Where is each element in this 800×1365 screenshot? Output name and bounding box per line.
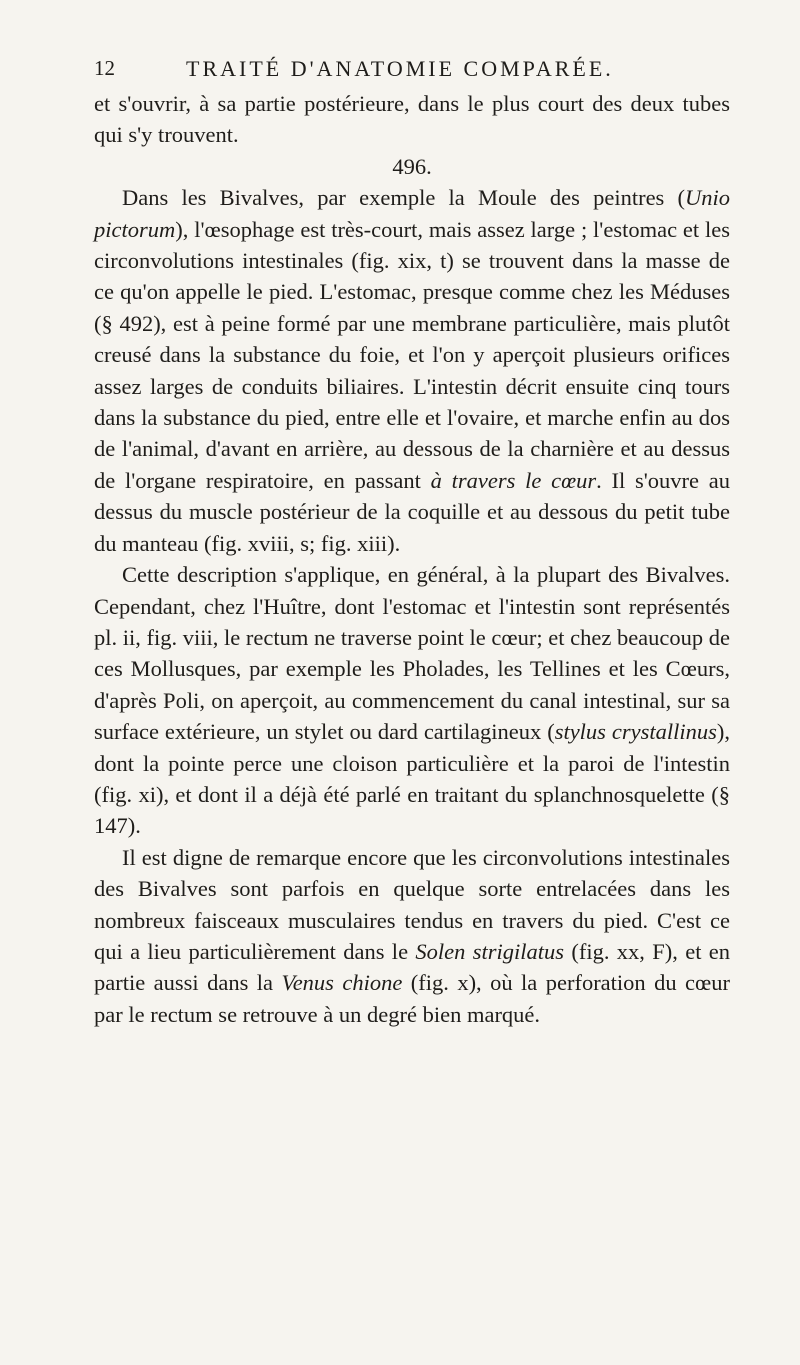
- paragraph-text: et s'ouvrir, à sa partie postérieure, dans le plus court des deux tubes qui s'y trouvent.: [94, 91, 730, 148]
- paragraph-description: [94, 559, 730, 842]
- species-name: Unio pictorum: [94, 185, 730, 242]
- paragraph-text: Cette description s'applique, en général, à la plupart des Bivalves. Cependant, chez l'Huître, dont l'estomac et l'intestin sont représentés pl. ii, fig. viii, le rectum ne traverse point le cœur; et chez beaucoup de ces Mollusques, par exemple les Pholades, les Tellines et les Cœurs, d'après Poli, on aperçoit, au commencement du canal intestinal, sur sa surface extérieure, un stylet ou dard cartilagineux (: [94, 562, 731, 745]
- running-head: TRAITÉ D'ANATOMIE COMPARÉE.: [186, 56, 614, 81]
- paragraph-text: Dans les Bivalves, par exemple la Moule des peintres (: [122, 185, 685, 211]
- paragraph-remark: [94, 842, 730, 1030]
- page-header: [94, 48, 730, 88]
- body-text: [94, 88, 730, 1030]
- paragraph-text: (fig. x), où la perforation du cœur par le rectum se retrouve à un degré bien marqué.: [94, 970, 731, 1027]
- paragraph-text: ), l'œsophage est très-court, mais assez large ; l'estomac et les circonvolutions intestinales (fig. xix, t) se trouvent dans la masse de ce qu'on appelle le pied. L'estomac, presque comme chez les Méduses (§ 492), est à peine formé par une membrane particulière, mais plutôt creusé dans la substance du foie, et l'on y aperçoit plusieurs orifices assez larges de conduits biliaires. L'intestin décrit ensuite cinq tours dans la substance du pied, entre elle et l'ovaire, et marche enfin au dos de l'animal, d'avant en arrière, au dessous de la charnière et au dessus de l'organe respiratoire, en passant: [94, 216, 730, 493]
- species-name: Venus chione: [281, 970, 403, 996]
- paragraph-text: Il est digne de remarque encore que les circonvolutions intestinales des Bivalves sont parfois en quelque sorte entrelacées dans les nombreux faisceaux musculaires tendus en travers du pied. C'est ce qui a lieu particulièrement dans le: [94, 844, 730, 964]
- paragraph-text: (fig. xx, F), et en partie aussi dans la: [94, 938, 731, 996]
- italic-phrase: à travers le cœur: [430, 467, 597, 493]
- page-number: 12: [94, 56, 115, 80]
- paragraph-bivalves: [94, 182, 730, 559]
- section-number: 496.: [392, 153, 432, 179]
- paragraph-continuation: [94, 88, 730, 151]
- latin-term: stylus crystallinus: [554, 719, 717, 745]
- paragraph-text: . Il s'ouvre au dessus du muscle postérieur de la coquille et au dessous du petit tube du manteau (fig. xviii, s; fig. xiii).: [94, 467, 730, 556]
- species-name: Solen strigilatus: [415, 938, 564, 964]
- paragraph-text: ), dont la pointe perce une cloison particulière et la paroi de l'intestin (fig. xi), et dont il a déjà été parlé en traitant du splanchnosquelette (§ 147).: [94, 719, 730, 839]
